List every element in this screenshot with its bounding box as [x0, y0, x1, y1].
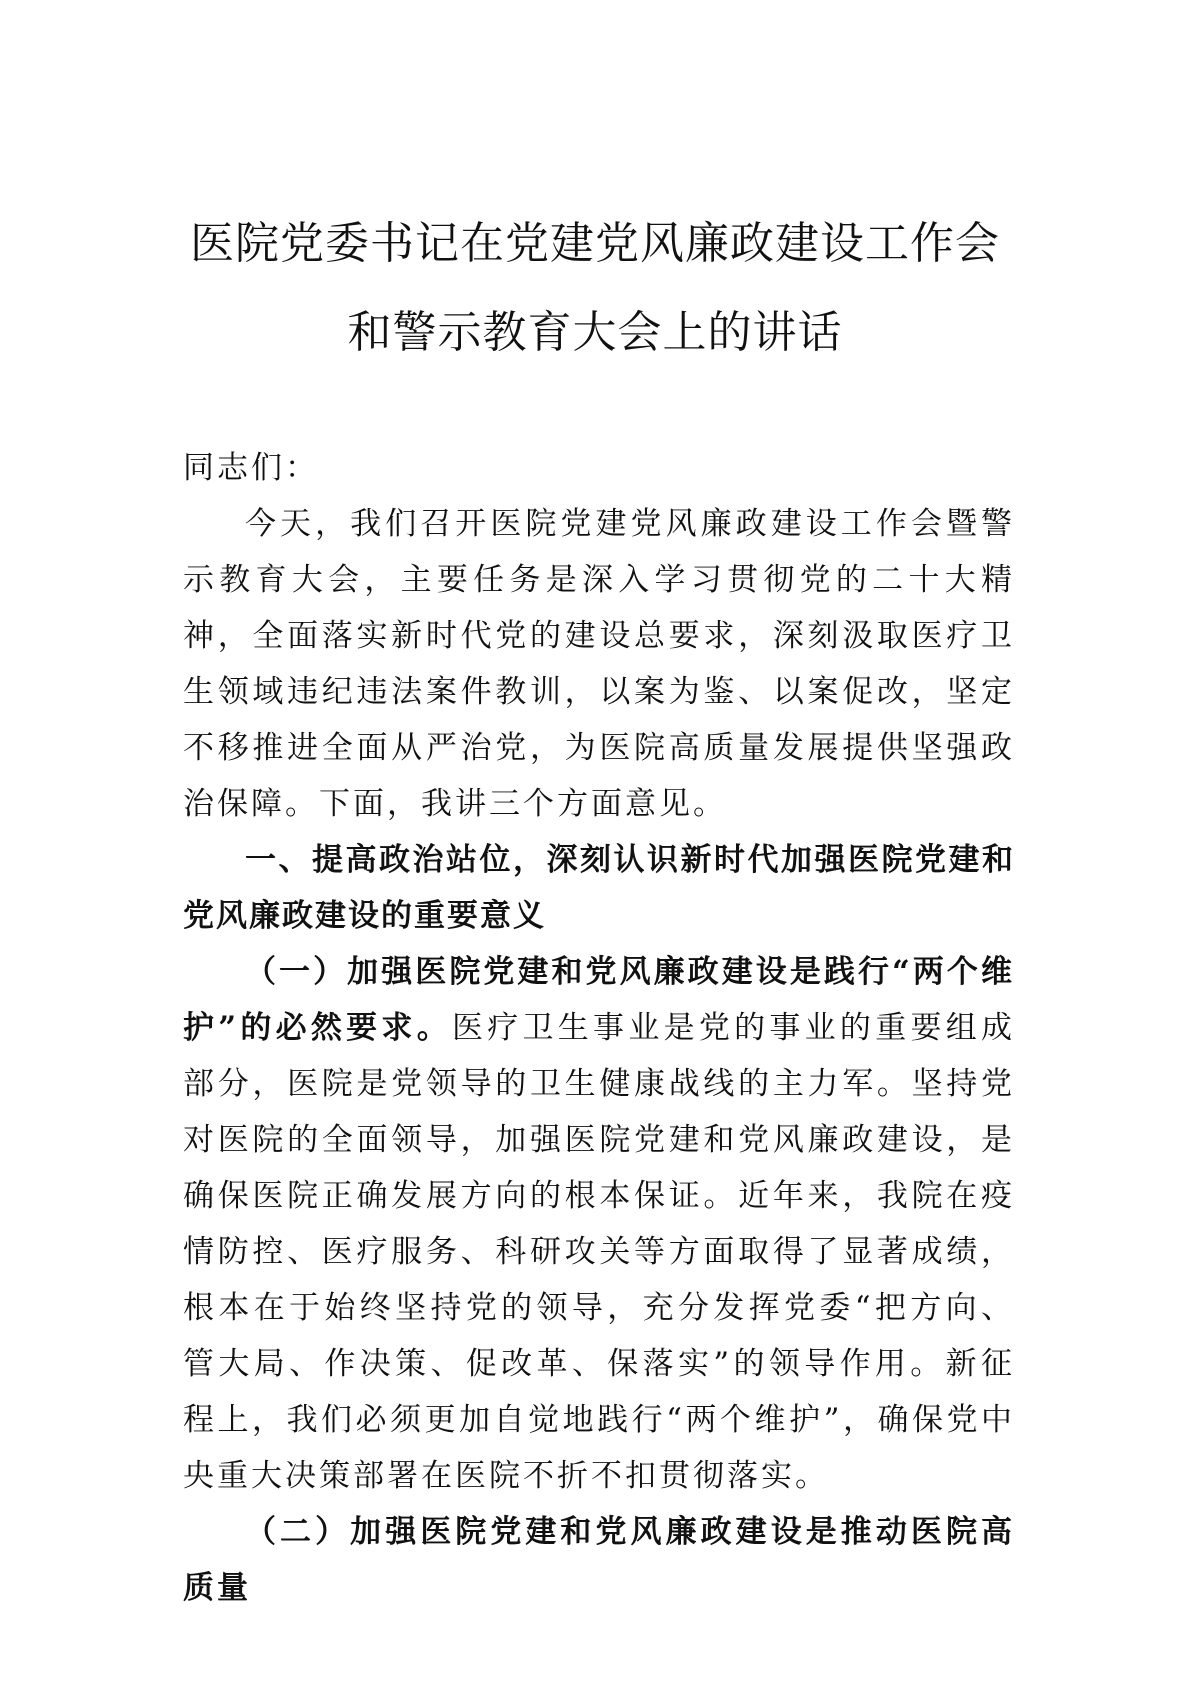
item-2-lead: （二）加强医院党建和党风廉政建设是推动医院高质量 — [183, 1514, 1015, 1606]
section-1-heading: 一、提高政治站位，深刻认识新时代加强医院党建和党风廉政建设的重要意义 — [183, 842, 1015, 934]
item-1-lead: （一）加强医院党建和党风廉政建设是践行“两个维护”的必然要求。 — [183, 954, 1015, 1046]
item-2-paragraph — [183, 1504, 1015, 1616]
intro-paragraph: 今天，我们召开医院党建党风廉政建设工作会暨警示教育大会，主要任务是深入学习贯彻党的二十大精神，全面落实新时代党的建设总要求，深刻汲取医疗卫生领域违纪违法案件教训，以案为鉴、以案促改，坚定不移推进全面从严治党，为医院高质量发展提供坚强政治保障。下面，我讲三个方面意见。 — [183, 506, 1015, 822]
item-1-paragraph — [183, 944, 1015, 1504]
document-body — [183, 440, 1015, 1616]
document-title-line-1: 医院党委书记在党建党风廉政建设工作会 — [190, 218, 1000, 269]
salutation: 同志们： — [183, 450, 319, 486]
document-title-line-2: 和警示教育大会上的讲话 — [347, 307, 843, 358]
item-1-body: 医疗卫生事业是党的事业的重要组成部分，医院是党领导的卫生健康战线的主力军。坚持党对医院的全面领导，加强医院党建和党风廉政建设，是确保医院正确发展方向的根本保证。近年来，我院在疫情防控、医疗服务、科研攻关等方面取得了显著成绩，根本在于始终坚持党的领导，充分发挥党委“把方向、管大局、作决策、促改革、保落实”的领导作用。新征程上，我们必须更加自觉地践行“两个维护”，确保党中央重大决策部署在医院不折不扣贯彻落实。 — [183, 1010, 1015, 1494]
